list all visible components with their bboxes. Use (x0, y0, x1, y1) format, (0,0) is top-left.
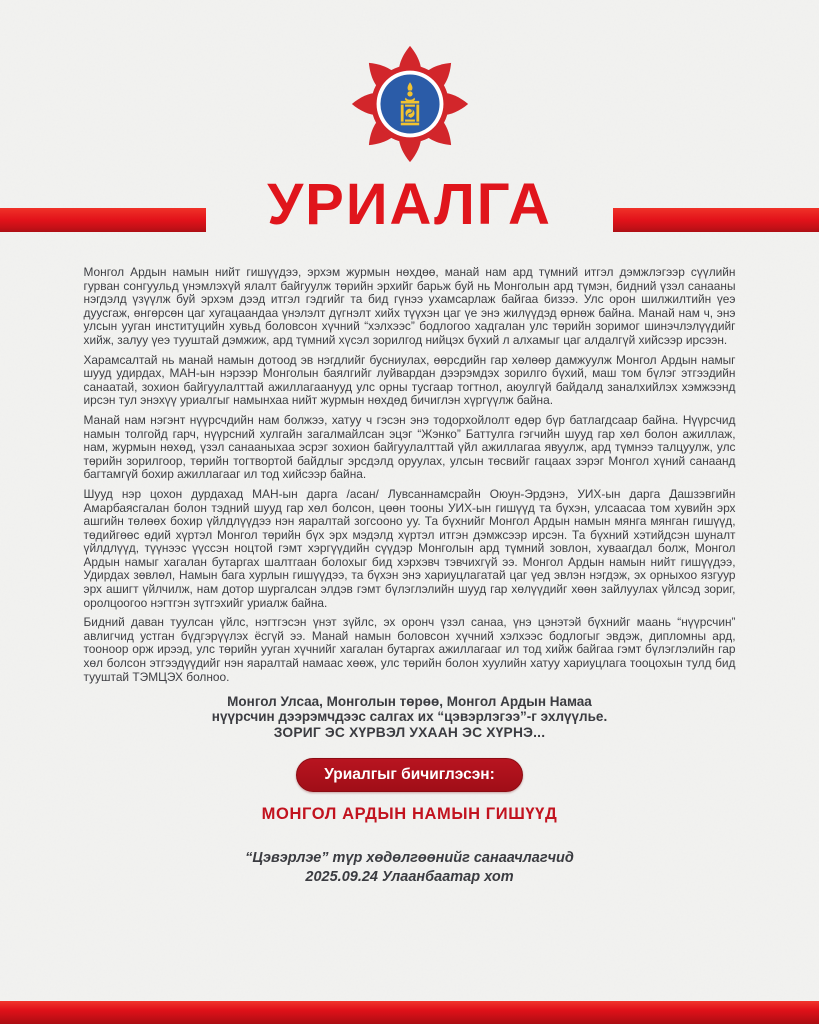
closing-line-2: нүүрсчин дээрэмчдээс салгах их “цэвэрлэгээ”-г эхлүүлье. (211, 709, 608, 725)
footer-date-place: 2025.09.24 Улаанбаатар хот (305, 869, 514, 886)
appeal-body (84, 266, 736, 684)
paragraph-1: Монгол Ардын намын нийт гишүүдээ, эрхэм журмын нөхдөө, манай нам ард түмний итгэл дэмжлэгээр сүүлийн гурван сонгуульд үнэмлэхүй ялалт байгуулж төрийн эрхийг барьж буй нь Монголын ард түмэн, бидний үзэл санааны нэгдэлд үзүүлж буй эрхэм дээд итгэл гэдгийг та бид гүнээ ухамсарлаж байгаа бизээ. Улс орон шилжилтийн үеэ дуусгаж, өнгөрсөн цаг хугацаандаа үнэлэлт дүгнэлт хийх түүхэн цаг үе энэ жилүүдэд өрнөж байна. Манай нам ч, энэ улсын ууган институцийн хувьд боловсон хүчний “хэлхээс” бодлогоо хадгалан улс төрийн зоримог шинэчлэлүүдийг хийж, залуу үеэ тууштай дэмжиж, ард түмний хүсэл зорилгод нийцэх бүхий л алхамыг цаг алдалгүй хийсээр ирсээн. (83, 265, 736, 347)
paragraph-2: Харамсалтай нь манай намын дотоод эв нэгдлийг бусниулах, өөрсдийн гар хөлөөр дамжуулж Монгол Ардын намыг шууд удирдах, МАН-ын нэрээр Монголын баялгийг луйвардан дээрэмдэх зорилго бүхий, маш том бүлэг этгээдийн санаатай, зохион байгуулалттай ажиллагаанууд улс орны тусгаар тогтнол, аюулгүй байдалд заналхийлэх хэмжээнд ирсэн тул энэхүү уриалгыг намынхаа нийт журмын нөхдөд бичиглэн хүргүүлж байна. (83, 352, 736, 408)
signature-banner: Уриалгыг бичиглэсэн: (296, 758, 523, 792)
closing-slogan (0, 694, 819, 741)
bottom-red-strip (0, 1001, 819, 1024)
signed-by: МОНГОЛ АРДЫН НАМЫН ГИШҮҮД (261, 805, 558, 824)
party-logo (0, 0, 819, 166)
paragraph-4: Шууд нэр цохон дурдахад МАН-ын дарга /асан/ Лувсаннамсрайн Оюун-Эрдэнэ, УИХ-ын дарга Дашзэвгийн Амарбаясгалан болон тэдний шууд гар хөл болсон, цөөн тооны УИХ-ын гишүүд та бүхэн, улсаасаа том хувийн эрх ашгийн төлөөх бохир үйлдлүүдээ нэн яаралтай зогсооно уу. Та бүхнийг Монгол Ардын намын мянга мянган гишүүд, төдийгөөс өдий хүртэл Монгол төрийн бүх эрх мэдэлд хүртэл итгэн дэмжсээр ирсэн. Та бүхний хэтийдсэн шуналт үйлдлүүд, түүнээс үүссэн ноцтой гэмт хэргүүдийн сүүдэр Монголын ард түмний зовлон, хуваагдал болж, Монгол Ардын намыг хагалан бутаргах шалтгаан болохыг бид хэрхэвч тэвчихгүй ээ. Монгол Ардын намын нийт гишүүдээ, Удирдах зөвлөл, Намын бага хурлын гишүүдээ, та бүхэн энэ хариуцлагатай цаг үед эвлэн нэгдэж, эх орныхоо язгуур эрх ашигт үйлчилж, нам дотор шургалсан элдэв гэмт бүлэглэлийн шууд гар хөлүүдийг хөөн зайлуулах үйлсэд зориг, оролцоогоо нэгтгэн зүтгэхийг уриалж байна. (83, 486, 736, 610)
closing-line-1: Монгол Улсаа, Монголын төрөө, Монгол Ардын Намаа (227, 694, 592, 710)
paragraph-5: Бидний даван туулсан үйлс, нэгтгэсэн үнэт зүйлс, эх оронч үзэл санаа, үнэ цэнэтэй бүхнийг маань “нүүрсчин” авлигчид устган бүдгэрүүлэх ёсгүй ээ. Манай намын боловсон хүчний хэлхээс бодлогыг эвдэж, дипломны ард, тооноор орж ирээд, улс төрийн ууган хүчнийг хагалан бутаргах ажиллагааг ил тод хийж байгаа гэмт бүлэглэлийн гар хөл болсон этгээдүүдийг нэн яаралтай намаас хөөж, улс төрийн болон хуулийн хатуу хариуцлага тооцохын тулд бид тууштай ТЭМЦЭХ болноо. (83, 615, 736, 684)
footer-initiators: “Цэвэрлэе” түр хөдөлгөөнийг санаачлагчид (245, 850, 574, 867)
title-left-bar (0, 208, 206, 232)
poster-title: УРИАЛГА (267, 172, 552, 237)
title-row (0, 168, 819, 242)
footer (0, 849, 819, 887)
title-right-bar (613, 208, 819, 232)
closing-line-3: ЗОРИГ ЭС ХҮРВЭЛ УХААН ЭС ХҮРНЭ... (273, 725, 546, 741)
mpp-rose-soyombo-icon (342, 42, 478, 166)
paragraph-3: Манай нам нэгэнт нүүрсчдийн нам болжээ, хатуу ч гэсэн энэ тодорхойлолт өдөр бүр батлагдсаар байна. Нүүрсчид намын толгойд гарч, нүүрсний хулгайн загалмайлсан эцэг “Жэнко” Баттулга гэгчийн шууд гар хөл болон ажиллаж, нам, журмын нөхөд, үзэл санааныхаа эсрэг зохион байгуулалттай үйл ажиллагаа явуулж, ард түмнээ талцуулж, улс төрийн зорилгоор, төрийн тогтвортой байдлыг эрсдэлд оруулах, улсын төсвийг гацаах зэрэг Монгол хүний санаанд багтамгүй бохир ажиллагааг ил тод хийсээр байна. (83, 412, 736, 482)
